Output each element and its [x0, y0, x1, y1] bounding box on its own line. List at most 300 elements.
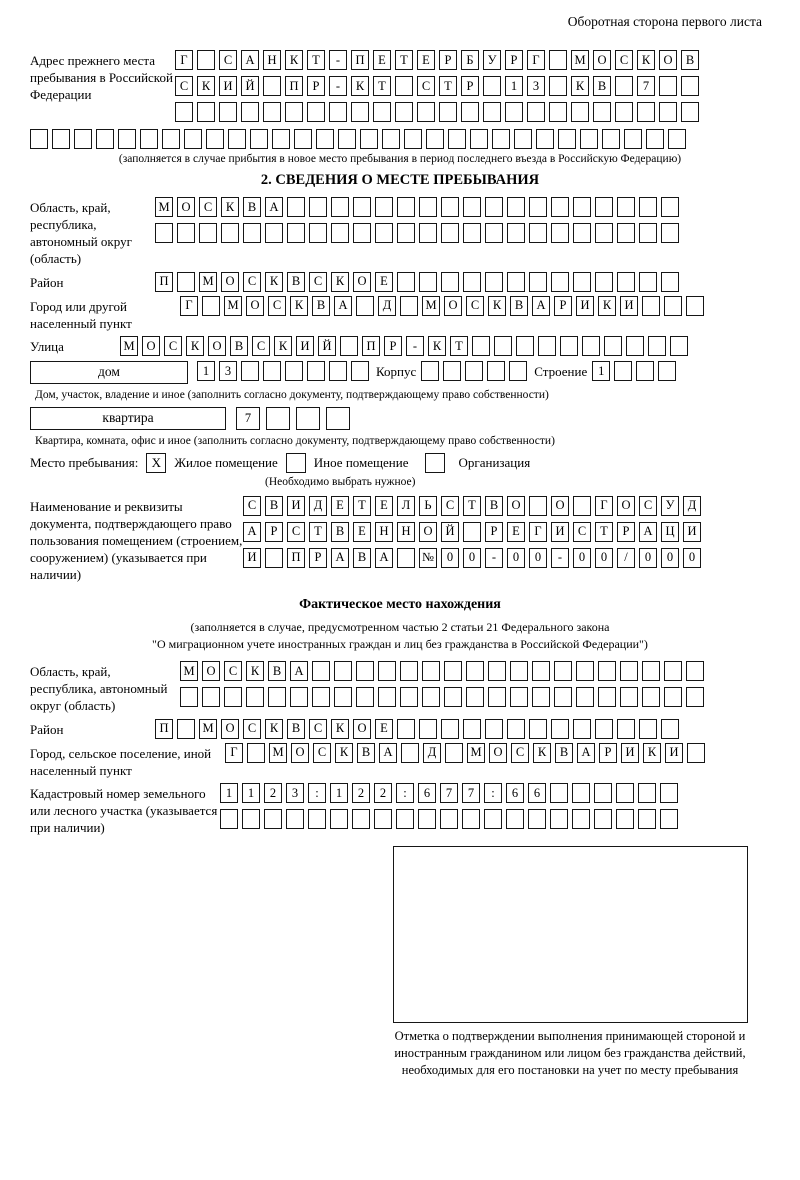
- char-cell: О: [291, 743, 309, 763]
- char-cell: [334, 687, 352, 707]
- char-cell: Д: [423, 743, 441, 763]
- char-cell: [617, 719, 635, 739]
- char-cell: К: [221, 197, 239, 217]
- char-cell: [263, 76, 281, 96]
- char-cell: С: [309, 272, 327, 292]
- char-cell: [219, 102, 237, 122]
- korpus-label: Корпус: [376, 363, 417, 379]
- char-cell: 1: [242, 783, 260, 803]
- char-cell: 7: [440, 783, 458, 803]
- char-cell: [551, 197, 569, 217]
- char-cell: -: [406, 336, 424, 356]
- char-cell: [485, 223, 503, 243]
- char-cell: [509, 361, 527, 381]
- previous-address-line-4: [30, 129, 770, 149]
- char-cell: [661, 719, 679, 739]
- confirmation-stamp-box: [393, 846, 748, 1023]
- previous-address-line-2: [175, 76, 703, 96]
- char-cell: [598, 687, 616, 707]
- char-cell: У: [661, 496, 679, 516]
- char-cell: [247, 743, 265, 763]
- char-cell: [241, 102, 259, 122]
- char-cell: [536, 129, 554, 149]
- char-cell: О: [489, 743, 507, 763]
- char-cell: [686, 687, 704, 707]
- previous-address-cell-rows: [175, 50, 703, 122]
- char-cell: [422, 687, 440, 707]
- char-cell: [397, 548, 415, 568]
- char-cell: [529, 719, 547, 739]
- char-cell: [494, 336, 512, 356]
- char-cell: П: [155, 719, 173, 739]
- char-cell: [338, 129, 356, 149]
- char-cell: П: [287, 548, 305, 568]
- char-cell: К: [186, 336, 204, 356]
- char-cell: [532, 687, 550, 707]
- cadastral-line-1: [220, 783, 682, 803]
- char-cell: [419, 719, 437, 739]
- stroenie-label: Строение: [534, 363, 588, 379]
- char-cell: К: [285, 50, 303, 70]
- char-cell: Т: [373, 76, 391, 96]
- char-cell: [351, 102, 369, 122]
- previous-address-line-1: [175, 50, 703, 70]
- char-cell: [661, 197, 679, 217]
- char-cell: К: [533, 743, 551, 763]
- char-cell: [507, 272, 525, 292]
- char-cell: [484, 809, 502, 829]
- char-cell: [624, 129, 642, 149]
- char-cell: Е: [375, 272, 393, 292]
- char-cell: [551, 719, 569, 739]
- char-cell: [664, 661, 682, 681]
- char-cell: [528, 809, 546, 829]
- char-cell: 2: [264, 783, 282, 803]
- actual-location-title: Фактическое место нахождения: [299, 597, 501, 613]
- char-cell: [353, 223, 371, 243]
- char-cell: [614, 361, 632, 381]
- char-cell: В: [268, 661, 286, 681]
- char-cell: [400, 296, 418, 316]
- char-cell: [400, 687, 418, 707]
- char-cell: Е: [507, 522, 525, 542]
- char-cell: Р: [599, 743, 617, 763]
- char-cell: О: [221, 272, 239, 292]
- street-row: [30, 336, 770, 356]
- char-cell: [422, 661, 440, 681]
- char-cell: Р: [265, 522, 283, 542]
- char-cell: А: [379, 743, 397, 763]
- cadastral-cell-rows: [220, 783, 682, 829]
- char-cell: Й: [241, 76, 259, 96]
- char-cell: [602, 129, 620, 149]
- char-cell: -: [329, 50, 347, 70]
- char-cell: №: [419, 548, 437, 568]
- char-cell: С: [243, 719, 261, 739]
- actual-location-note-line-1: (заполняется в случае, предусмотренном частью 2 статьи 21 Федерального закона: [190, 620, 610, 635]
- char-cell: И: [296, 336, 314, 356]
- char-cell: [507, 223, 525, 243]
- char-cell: 2: [374, 783, 392, 803]
- apartment-row: [30, 407, 770, 430]
- char-cell: [661, 223, 679, 243]
- char-cell: [312, 661, 330, 681]
- char-cell: -: [329, 76, 347, 96]
- char-cell: М: [467, 743, 485, 763]
- char-cell: Г: [225, 743, 243, 763]
- district-row: [30, 272, 770, 292]
- char-cell: С: [243, 496, 261, 516]
- char-cell: Д: [683, 496, 701, 516]
- char-cell: [360, 129, 378, 149]
- char-cell: [352, 809, 370, 829]
- char-cell: [550, 783, 568, 803]
- char-cell: [642, 661, 660, 681]
- char-cell: Р: [554, 296, 572, 316]
- char-cell: [331, 223, 349, 243]
- char-cell: П: [351, 50, 369, 70]
- char-cell: О: [208, 336, 226, 356]
- char-cell: [155, 223, 173, 243]
- char-cell: И: [620, 296, 638, 316]
- char-cell: [593, 102, 611, 122]
- char-cell: И: [683, 522, 701, 542]
- char-cell: [664, 687, 682, 707]
- char-cell: Р: [309, 548, 327, 568]
- char-cell: [378, 661, 396, 681]
- char-cell: К: [197, 76, 215, 96]
- char-cell: [510, 687, 528, 707]
- char-cell: К: [643, 743, 661, 763]
- char-cell: И: [551, 522, 569, 542]
- actual-location-note: [30, 619, 770, 653]
- char-cell: Р: [307, 76, 325, 96]
- char-cell: [580, 129, 598, 149]
- char-cell: Д: [309, 496, 327, 516]
- char-cell: [326, 407, 350, 430]
- house-box-label: дом: [30, 361, 188, 384]
- char-cell: С: [175, 76, 193, 96]
- char-cell: 3: [286, 783, 304, 803]
- char-cell: И: [243, 548, 261, 568]
- char-cell: Р: [384, 336, 402, 356]
- char-cell: В: [555, 743, 573, 763]
- char-cell: [177, 223, 195, 243]
- char-cell: [285, 361, 303, 381]
- char-cell: [197, 102, 215, 122]
- char-cell: :: [396, 783, 414, 803]
- char-cell: В: [265, 496, 283, 516]
- char-cell: [626, 336, 644, 356]
- char-cell: К: [637, 50, 655, 70]
- char-cell: [264, 809, 282, 829]
- char-cell: [463, 522, 481, 542]
- char-cell: С: [417, 76, 435, 96]
- char-cell: [307, 102, 325, 122]
- char-cell: [285, 102, 303, 122]
- char-cell: [329, 361, 347, 381]
- house-number-cells: [197, 361, 373, 381]
- char-cell: [140, 129, 158, 149]
- char-cell: 7: [462, 783, 480, 803]
- char-cell: [572, 783, 590, 803]
- stay-type-label: Место пребывания:: [30, 454, 139, 470]
- char-cell: [670, 336, 688, 356]
- actual-district-cells: [155, 719, 683, 739]
- char-cell: [617, 272, 635, 292]
- char-cell: [658, 361, 676, 381]
- char-cell: 6: [418, 783, 436, 803]
- char-cell: [616, 783, 634, 803]
- apartment-box-label: квартира: [30, 407, 226, 430]
- char-cell: М: [199, 272, 217, 292]
- char-cell: 0: [595, 548, 613, 568]
- char-cell: :: [484, 783, 502, 803]
- region-line-2: [155, 223, 683, 243]
- char-cell: [505, 102, 523, 122]
- char-cell: С: [219, 50, 237, 70]
- char-cell: [74, 129, 92, 149]
- char-cell: [686, 296, 704, 316]
- actual-city-label: Город, сельское поселение, иной населенный пункт: [30, 745, 212, 778]
- char-cell: [550, 809, 568, 829]
- char-cell: [648, 336, 666, 356]
- char-cell: К: [265, 272, 283, 292]
- char-cell: С: [441, 496, 459, 516]
- char-cell: В: [230, 336, 248, 356]
- stay-type-row: [30, 453, 770, 473]
- char-cell: Е: [353, 522, 371, 542]
- char-cell: [312, 687, 330, 707]
- char-cell: [162, 129, 180, 149]
- char-cell: Б: [461, 50, 479, 70]
- char-cell: К: [274, 336, 292, 356]
- char-cell: [351, 361, 369, 381]
- char-cell: Н: [263, 50, 281, 70]
- char-cell: М: [180, 661, 198, 681]
- char-cell: А: [265, 197, 283, 217]
- region-row: [30, 197, 770, 268]
- section2-title: 2. СВЕДЕНИЯ О МЕСТЕ ПРЕБЫВАНИЯ: [260, 171, 540, 188]
- char-cell: [463, 197, 481, 217]
- char-cell: [527, 102, 545, 122]
- char-cell: [375, 197, 393, 217]
- char-cell: [529, 197, 547, 217]
- char-cell: [485, 719, 503, 739]
- char-cell: [419, 223, 437, 243]
- char-cell: Г: [180, 296, 198, 316]
- char-cell: Т: [307, 50, 325, 70]
- cadastral-label: Кадастровый номер земельного или лесного участка (указывается при наличии): [30, 785, 218, 836]
- char-cell: А: [577, 743, 595, 763]
- char-cell: С: [615, 50, 633, 70]
- char-cell: Р: [485, 522, 503, 542]
- char-cell: [642, 296, 660, 316]
- stroenie-cells: [592, 361, 680, 381]
- stay-option-residential-checkbox: X: [146, 453, 166, 473]
- char-cell: [558, 129, 576, 149]
- char-cell: Л: [397, 496, 415, 516]
- char-cell: [309, 223, 327, 243]
- char-cell: [443, 361, 461, 381]
- char-cell: М: [224, 296, 242, 316]
- char-cell: Т: [450, 336, 468, 356]
- char-cell: [638, 783, 656, 803]
- char-cell: [220, 809, 238, 829]
- char-cell: 0: [573, 548, 591, 568]
- char-cell: [177, 272, 195, 292]
- char-cell: [287, 223, 305, 243]
- char-cell: Т: [395, 50, 413, 70]
- district-cells: [155, 272, 683, 292]
- char-cell: [316, 129, 334, 149]
- ownership-document-line-3: [243, 548, 705, 568]
- char-cell: [659, 102, 677, 122]
- char-cell: [529, 223, 547, 243]
- char-cell: С: [466, 296, 484, 316]
- char-cell: [576, 661, 594, 681]
- char-cell: Е: [331, 496, 349, 516]
- char-cell: С: [268, 296, 286, 316]
- char-cell: И: [665, 743, 683, 763]
- char-cell: Н: [397, 522, 415, 542]
- previous-address-note: (заполняется в случае прибытия в новое место пребывания в период последнего въезда в Российскую Федерацию): [118, 153, 682, 165]
- char-cell: [646, 129, 664, 149]
- char-cell: [309, 197, 327, 217]
- char-cell: [660, 809, 678, 829]
- char-cell: [668, 129, 686, 149]
- actual-region-row: [30, 661, 770, 714]
- char-cell: [529, 272, 547, 292]
- char-cell: К: [331, 719, 349, 739]
- char-cell: [296, 407, 320, 430]
- char-cell: 7: [637, 76, 655, 96]
- char-cell: 2: [352, 783, 370, 803]
- char-cell: 7: [236, 407, 260, 430]
- street-label: Улица: [30, 338, 64, 354]
- stay-option-other-premises-checkbox: [286, 453, 306, 473]
- char-cell: С: [252, 336, 270, 356]
- char-cell: 1: [220, 783, 238, 803]
- char-cell: 0: [529, 548, 547, 568]
- region-label: Область, край, республика, автономный округ (область): [30, 199, 132, 267]
- char-cell: [573, 197, 591, 217]
- char-cell: [573, 272, 591, 292]
- char-cell: М: [422, 296, 440, 316]
- char-cell: О: [593, 50, 611, 70]
- cadastral-row: [30, 783, 770, 836]
- char-cell: Т: [463, 496, 481, 516]
- char-cell: [329, 102, 347, 122]
- city-cells: [180, 296, 708, 316]
- char-cell: [487, 361, 505, 381]
- actual-region-label: Область, край, республика, автономный округ (область): [30, 664, 168, 714]
- char-cell: [461, 102, 479, 122]
- char-cell: [594, 809, 612, 829]
- char-cell: [441, 719, 459, 739]
- char-cell: [199, 223, 217, 243]
- char-cell: 0: [683, 548, 701, 568]
- char-cell: Г: [529, 522, 547, 542]
- char-cell: 0: [441, 548, 459, 568]
- ownership-document-line-2: [243, 522, 705, 542]
- char-cell: [419, 272, 437, 292]
- char-cell: 0: [507, 548, 525, 568]
- cadastral-line-2: [220, 809, 682, 829]
- apartment-note: Квартира, комната, офис и иное (заполнить согласно документу, подтверждающему право собственности): [35, 434, 555, 447]
- char-cell: [636, 361, 654, 381]
- char-cell: [307, 361, 325, 381]
- actual-city-row: [30, 743, 770, 779]
- char-cell: [441, 272, 459, 292]
- char-cell: С: [199, 197, 217, 217]
- char-cell: [638, 809, 656, 829]
- stay-option-organization-label: Организация: [458, 454, 531, 470]
- char-cell: [595, 719, 613, 739]
- char-cell: К: [290, 296, 308, 316]
- char-cell: [401, 743, 419, 763]
- char-cell: [549, 102, 567, 122]
- char-cell: [265, 223, 283, 243]
- char-cell: [404, 129, 422, 149]
- char-cell: К: [428, 336, 446, 356]
- char-cell: [485, 272, 503, 292]
- char-cell: К: [571, 76, 589, 96]
- char-cell: [373, 102, 391, 122]
- char-cell: Т: [353, 496, 371, 516]
- char-cell: Е: [417, 50, 435, 70]
- char-cell: [263, 102, 281, 122]
- confirmation-stamp-area: [370, 846, 770, 1079]
- char-cell: [184, 129, 202, 149]
- char-cell: Т: [595, 522, 613, 542]
- char-cell: В: [353, 548, 371, 568]
- char-cell: [637, 102, 655, 122]
- char-cell: 1: [330, 783, 348, 803]
- char-cell: [340, 336, 358, 356]
- char-cell: Т: [309, 522, 327, 542]
- char-cell: 0: [639, 548, 657, 568]
- char-cell: [529, 496, 547, 516]
- char-cell: [617, 223, 635, 243]
- char-cell: [444, 687, 462, 707]
- char-cell: И: [287, 496, 305, 516]
- char-cell: С: [573, 522, 591, 542]
- char-cell: [463, 719, 481, 739]
- char-cell: [639, 197, 657, 217]
- char-cell: [483, 76, 501, 96]
- actual-district-label: Район: [30, 721, 64, 737]
- char-cell: О: [353, 272, 371, 292]
- char-cell: К: [488, 296, 506, 316]
- char-cell: В: [312, 296, 330, 316]
- char-cell: [331, 197, 349, 217]
- char-cell: [604, 336, 622, 356]
- actual-district-row: [30, 719, 770, 739]
- char-cell: [375, 223, 393, 243]
- char-cell: О: [507, 496, 525, 516]
- char-cell: О: [617, 496, 635, 516]
- char-cell: [421, 361, 439, 381]
- char-cell: [395, 76, 413, 96]
- char-cell: [197, 50, 215, 70]
- char-cell: [488, 687, 506, 707]
- char-cell: 1: [592, 361, 610, 381]
- char-cell: [554, 661, 572, 681]
- char-cell: Г: [527, 50, 545, 70]
- char-cell: [687, 743, 705, 763]
- char-cell: [382, 129, 400, 149]
